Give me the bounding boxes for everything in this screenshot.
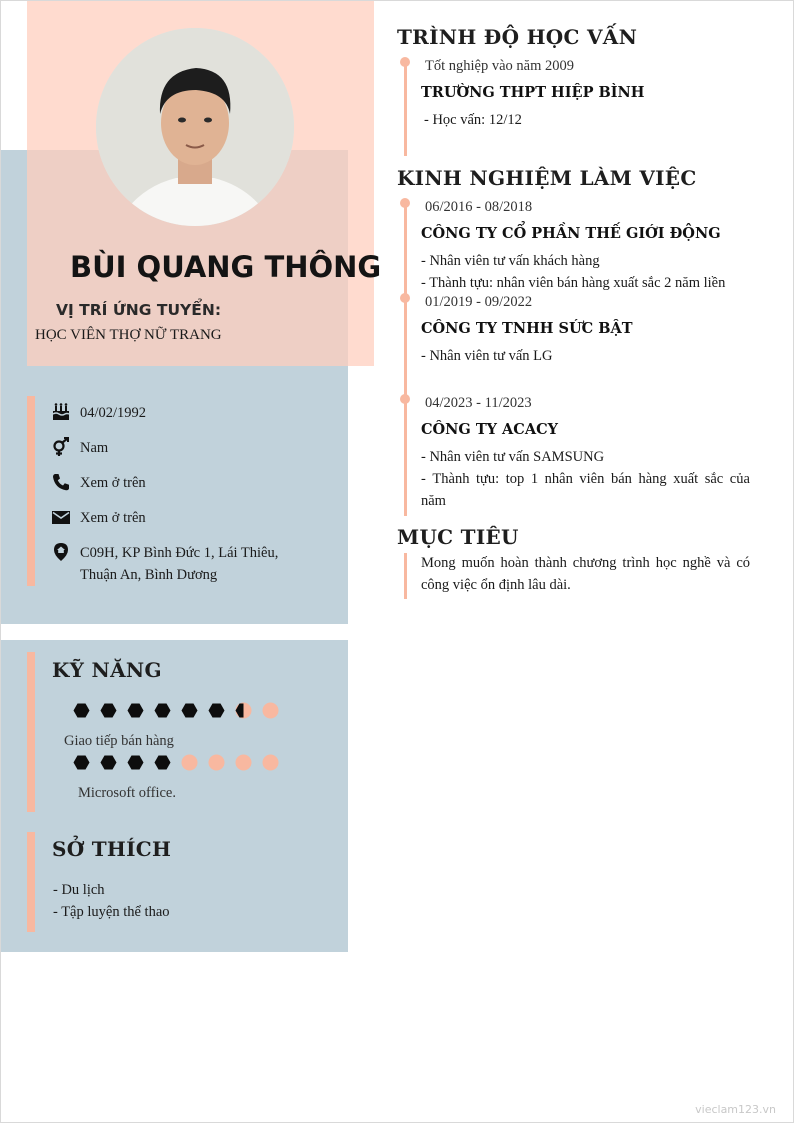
skills-title: KỸ NĂNG: [52, 658, 162, 682]
site-watermark: vieclam123.vn: [695, 1103, 776, 1116]
email-value: Xem ở trên: [80, 510, 146, 526]
skill-level-dot: [100, 754, 117, 771]
job-detail: - Thành tựu: top 1 nhân viên bán hàng xuất sắc của: [421, 471, 750, 487]
address-row: [50, 542, 278, 586]
skill-level-dot: [127, 702, 144, 719]
skill-level-dot: [127, 754, 144, 771]
hobbies-accent-bar: [27, 832, 35, 932]
skill-level-dot: [262, 702, 279, 719]
skill-label-2: Microsoft office.: [78, 785, 176, 801]
location-icon: [50, 542, 72, 562]
hobby-item: - Du lịch: [53, 882, 105, 898]
job-detail: - Nhân viên tư vấn LG: [421, 348, 553, 364]
education-date: Tốt nghiệp vào năm 2009: [425, 58, 575, 74]
candidate-name: BÙI QUANG THÔNG: [70, 250, 382, 284]
experience-timeline: [404, 200, 407, 516]
skill-level-dot: [208, 702, 225, 719]
job-detail: - Thành tựu: nhân viên bán hàng xuất sắc 2 năm liền: [421, 275, 726, 291]
timeline-dot: [400, 293, 410, 303]
skill-level-dot: [100, 702, 117, 719]
phone-icon: [50, 472, 72, 492]
school-name: TRƯỜNG THPT HIỆP BÌNH: [421, 84, 645, 101]
gender-row: [50, 437, 108, 459]
job-date: 04/2023 - 11/2023: [425, 395, 532, 411]
skill-level-dot: [235, 754, 252, 771]
skill-level-dot: [235, 702, 252, 719]
skill-level-dot: [73, 702, 90, 719]
education-detail: - Học vấn: 12/12: [424, 112, 522, 128]
birthday-value: 04/02/1992: [80, 405, 147, 421]
phone-row: [50, 472, 146, 494]
skill-level-dot: [181, 702, 198, 719]
skill-level-dot: [154, 754, 171, 771]
skills-accent-bar: [27, 652, 35, 812]
job-date: 01/2019 - 09/2022: [425, 294, 533, 310]
gender-icon: [50, 437, 72, 457]
timeline-dot: [400, 198, 410, 208]
skill-level-dot: [154, 702, 171, 719]
email-row: [50, 507, 146, 529]
hobbies-title: SỞ THÍCH: [52, 837, 172, 861]
skill-label-1: Giao tiếp bán hàng: [64, 733, 174, 749]
job-detail: - Nhân viên tư vấn SAMSUNG: [421, 449, 605, 465]
phone-value: Xem ở trên: [80, 475, 146, 491]
skill-rating-2: [73, 754, 289, 771]
skill-level-dot: [262, 754, 279, 771]
timeline-dot: [400, 57, 410, 67]
skill-rating-1: [73, 702, 289, 719]
position-value: HỌC VIÊN THỢ NỮ TRANG: [35, 327, 222, 343]
position-label: VỊ TRÍ ỨNG TUYỂN:: [56, 301, 222, 319]
objective-line-1: Mong muốn hoàn thành chương trình học nghề và có: [421, 555, 750, 571]
skill-level-dot: [181, 754, 198, 771]
experience-title: KINH NGHIỆM LÀM VIỆC: [397, 166, 697, 190]
birthday-row: [50, 402, 146, 424]
contact-accent-bar: [27, 396, 35, 586]
objective-line-2: công việc ổn định lâu dài.: [421, 577, 571, 593]
job-detail: - Nhân viên tư vấn khách hàng: [421, 253, 600, 269]
profile-photo: [96, 28, 294, 226]
skill-level-dot: [208, 754, 225, 771]
job-detail: năm: [421, 493, 446, 509]
education-timeline: [404, 60, 407, 156]
education-title: TRÌNH ĐỘ HỌC VẤN: [397, 25, 638, 49]
email-icon: [50, 507, 72, 527]
gender-value: Nam: [80, 440, 109, 456]
address-value: C09H, KP Bình Đức 1, Lái Thiêu, Thuận An, Bình Dương: [80, 545, 279, 583]
timeline-dot: [400, 394, 410, 404]
objective-title: MỤC TIÊU: [397, 525, 519, 549]
objective-timeline: [404, 553, 407, 599]
hobby-item: - Tập luyện thể thao: [53, 904, 170, 920]
job-date: 06/2016 - 08/2018: [425, 199, 533, 215]
birthday-cake-icon: [50, 402, 72, 422]
skill-level-dot: [73, 754, 90, 771]
job-company: CÔNG TY ACACY: [421, 421, 558, 438]
job-company: CÔNG TY CỔ PHẦN THẾ GIỚI ĐỘNG: [421, 225, 721, 242]
job-company: CÔNG TY TNHH SỨC BẬT: [421, 320, 633, 337]
